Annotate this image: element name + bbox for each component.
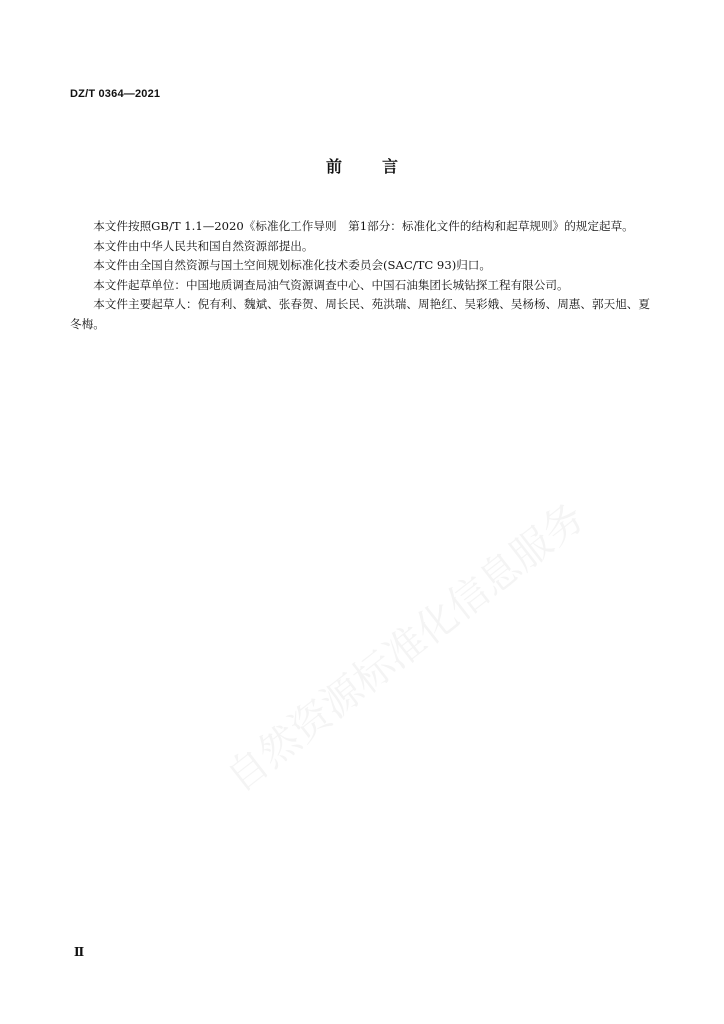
title-char-2: 言 <box>382 157 399 176</box>
paragraph-drafting-units: 本文件起草单位：中国地质调查局油气资源调查中心、中国石油集团长城钻探工程有限公司。 <box>93 277 569 292</box>
page-title <box>0 154 724 177</box>
title-char-1: 前 <box>325 157 342 176</box>
paragraph-proposer: 本文件由中华人民共和国自然资源部提出。 <box>93 238 314 253</box>
paragraph-drafting-rules: 本文件按照GB/T 1.1—2020《标准化工作导则 第1部分：标准化文件的结构和起草规则》的规定起草。 <box>93 219 634 233</box>
watermark: 自然资源标准化信息服务 <box>218 494 594 802</box>
paragraph-main-drafters: 本文件主要起草人：倪有利、魏斌、张春贺、周长民、苑洪瑞、周艳红、吴彩娥、吴杨杨、周惠、郭天旭、夏冬梅。 <box>70 297 650 331</box>
foreword-body <box>70 217 650 334</box>
page-number: Ⅱ <box>74 945 85 959</box>
paragraph-technical-committee: 本文件由全国自然资源与国土空间规划标准化技术委员会(SAC/TC 93)归口。 <box>93 258 491 272</box>
standard-code: DZ/T 0364—2021 <box>70 88 161 100</box>
